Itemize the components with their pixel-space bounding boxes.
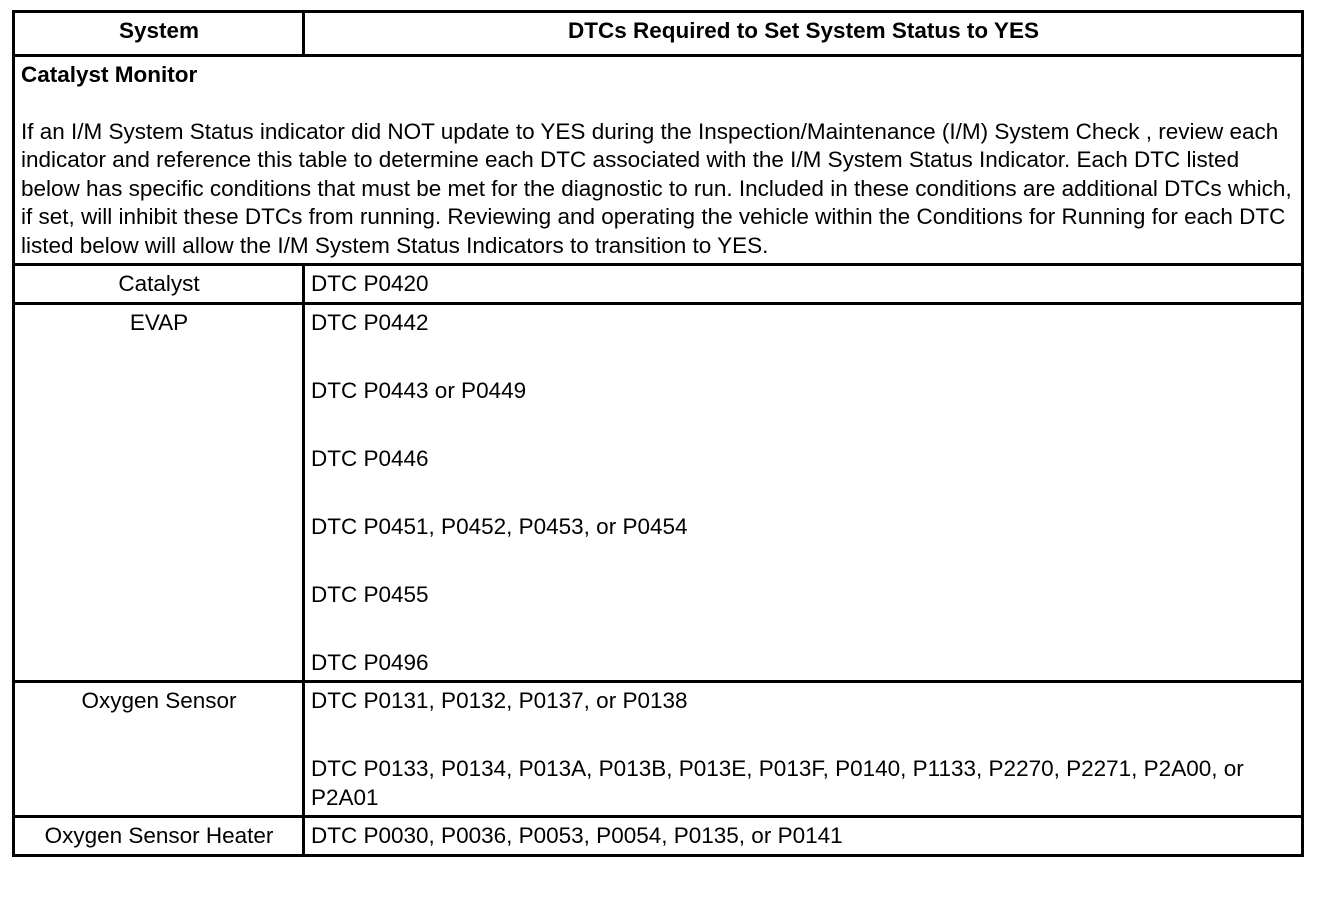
dtc-cell — [304, 817, 1303, 856]
intro-text: If an I/M System Status indicator did NOT update to YES during the Inspection/Maintenance (I/M) System Check , review each indicator and reference this table to determine each DTC associated with the I/M System Status Indicator. Each DTC listed below has specific conditions that must be met for the diagnostic to run. Included in these conditions are additional DTCs which, if set, will inhibit these DTCs from running. Reviewing and operating the vehicle within the Conditions for Running for each DTC listed below will allow the I/M System Status Indicators to transition to YES. — [21, 118, 1292, 258]
table-row — [14, 817, 1303, 856]
header-dtcs: DTCs Required to Set System Status to YES — [304, 12, 1303, 56]
system-cell: Catalyst — [14, 265, 304, 304]
dtc-item: DTC P0455 — [311, 581, 429, 607]
table-header-row — [14, 12, 1303, 56]
dtc-item: DTC P0496 — [311, 649, 429, 675]
dtc-item: DTC P0446 — [311, 445, 429, 471]
dtc-item: DTC P0131, P0132, P0137, or P0138 — [311, 688, 688, 713]
system-cell: EVAP — [14, 303, 304, 682]
system-cell: Oxygen Sensor — [14, 682, 304, 817]
dtc-item: DTC P0133, P0134, P013A, P013B, P013E, P013F, P0140, P1133, P2270, P2271, P2A00, or P2A01 — [311, 756, 1244, 810]
header-system: System — [14, 12, 304, 56]
intro-cell — [14, 56, 1303, 265]
dtc-cell — [304, 265, 1303, 304]
dtc-cell — [304, 303, 1303, 682]
dtc-item: DTC P0443 or P0449 — [311, 377, 527, 403]
dtc-item: DTC P0442 — [311, 309, 429, 335]
table-row — [14, 265, 1303, 304]
intro-row — [14, 56, 1303, 265]
table-row — [14, 682, 1303, 817]
dtc-item: DTC P0030, P0036, P0053, P0054, P0135, or P0141 — [311, 823, 843, 848]
table-row — [14, 303, 1303, 682]
intro-title: Catalyst Monitor — [21, 62, 198, 87]
dtc-cell — [304, 682, 1303, 817]
system-cell: Oxygen Sensor Heater — [14, 817, 304, 856]
dtc-system-status-table — [12, 10, 1304, 857]
dtc-item: DTC P0451, P0452, P0453, or P0454 — [311, 513, 688, 539]
dtc-item: DTC P0420 — [311, 271, 429, 296]
